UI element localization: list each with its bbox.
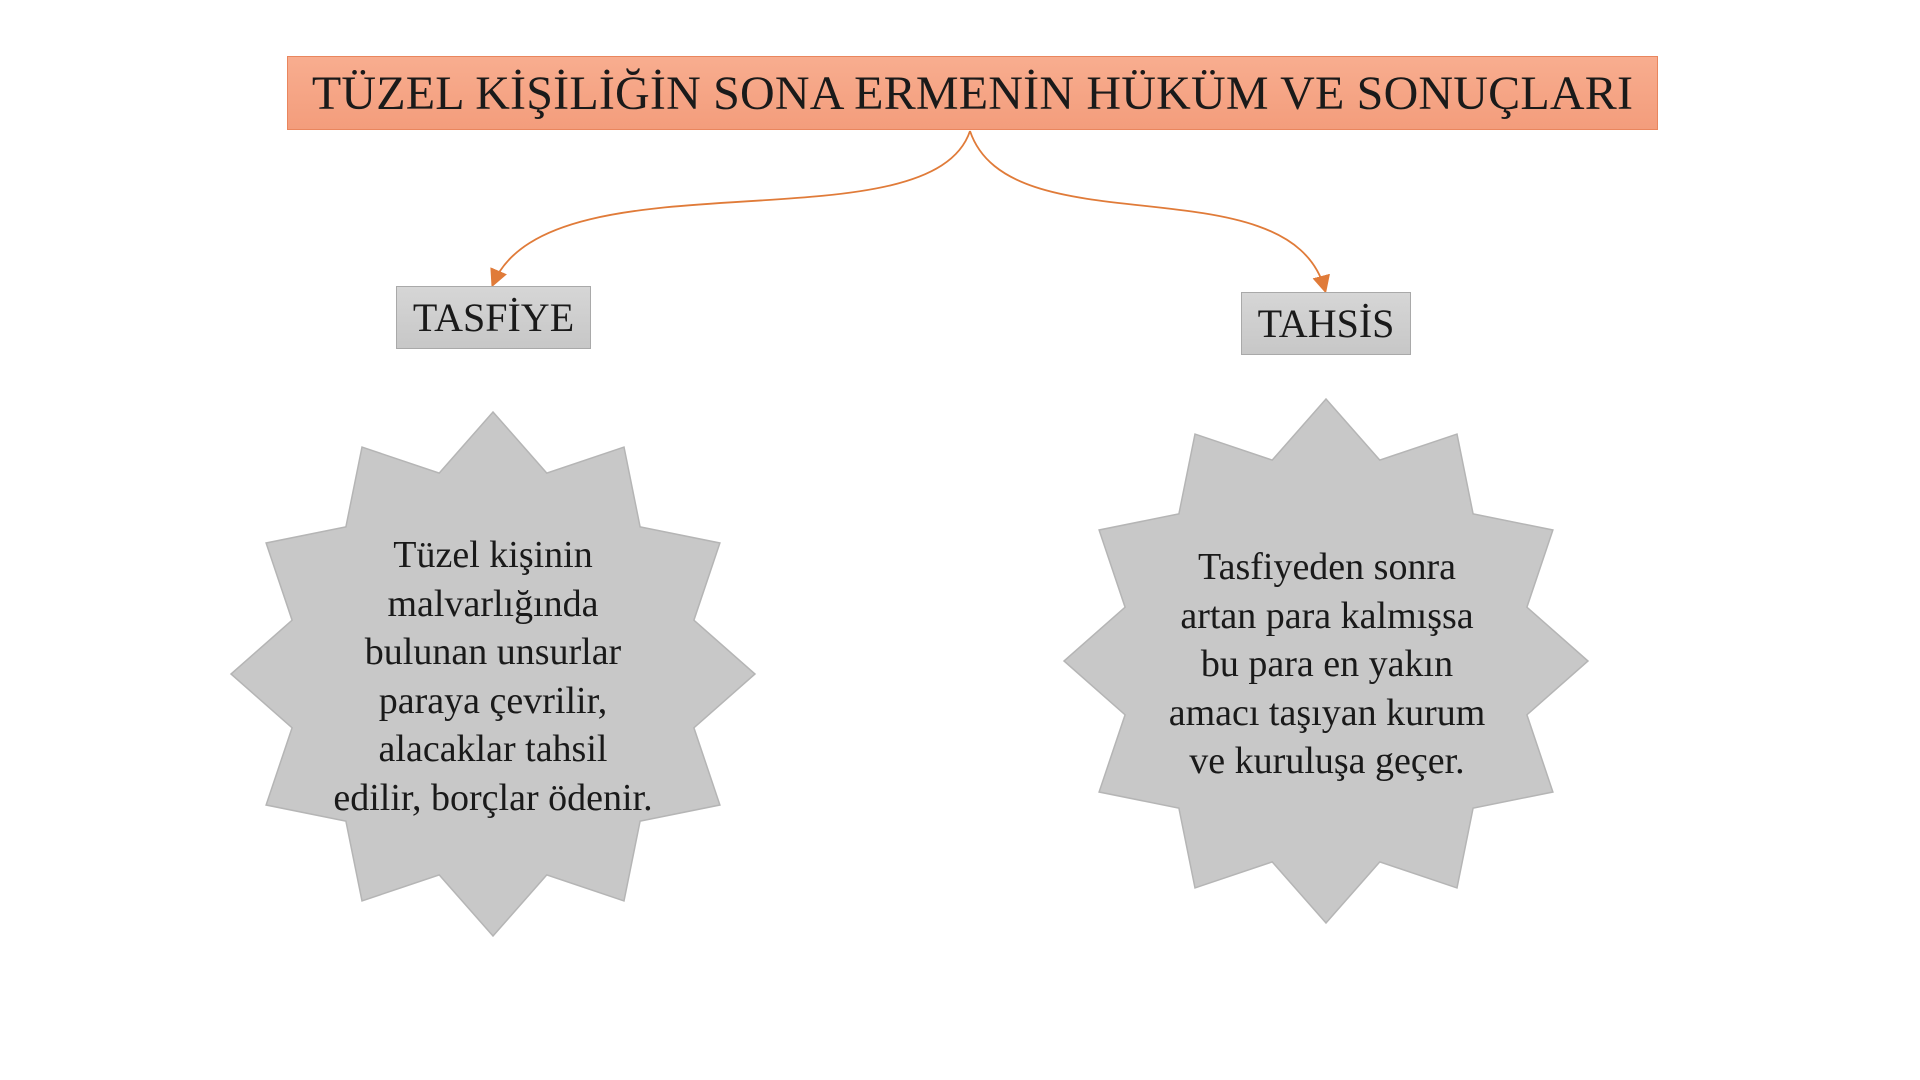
text-line: malvarlığında <box>387 582 599 625</box>
text-line: artan para kalmışsa <box>1180 594 1474 637</box>
connector-arrow-left <box>493 131 970 284</box>
text-line: Tüzel kişinin <box>393 534 593 576</box>
text-line: ve kuruluşa geçer. <box>1189 740 1465 782</box>
text-line: amacı taşıyan kurum <box>1168 691 1486 734</box>
text-line: bu para en yakın <box>1200 643 1454 685</box>
connector-arrow-right <box>970 131 1325 290</box>
text-line: bulunan unsurlar <box>364 631 622 673</box>
text-line: paraya çevrilir, <box>378 679 608 722</box>
text-line: Tasfiyeden sonra <box>1198 546 1456 588</box>
branch-label-tahsis: TAHSİS <box>1241 292 1411 355</box>
branch-label-tasfiye: TASFİYE <box>396 286 591 349</box>
text-line: edilir, borçlar ödenir. <box>333 776 653 819</box>
star-text-tahsis <box>1137 543 1517 786</box>
diagram-title: TÜZEL KİŞİLİĞİN SONA ERMENİN HÜKÜM VE SONUÇLARI <box>287 56 1658 130</box>
text-line: alacaklar tahsil <box>378 728 608 770</box>
star-text-tasfiye <box>303 531 683 822</box>
